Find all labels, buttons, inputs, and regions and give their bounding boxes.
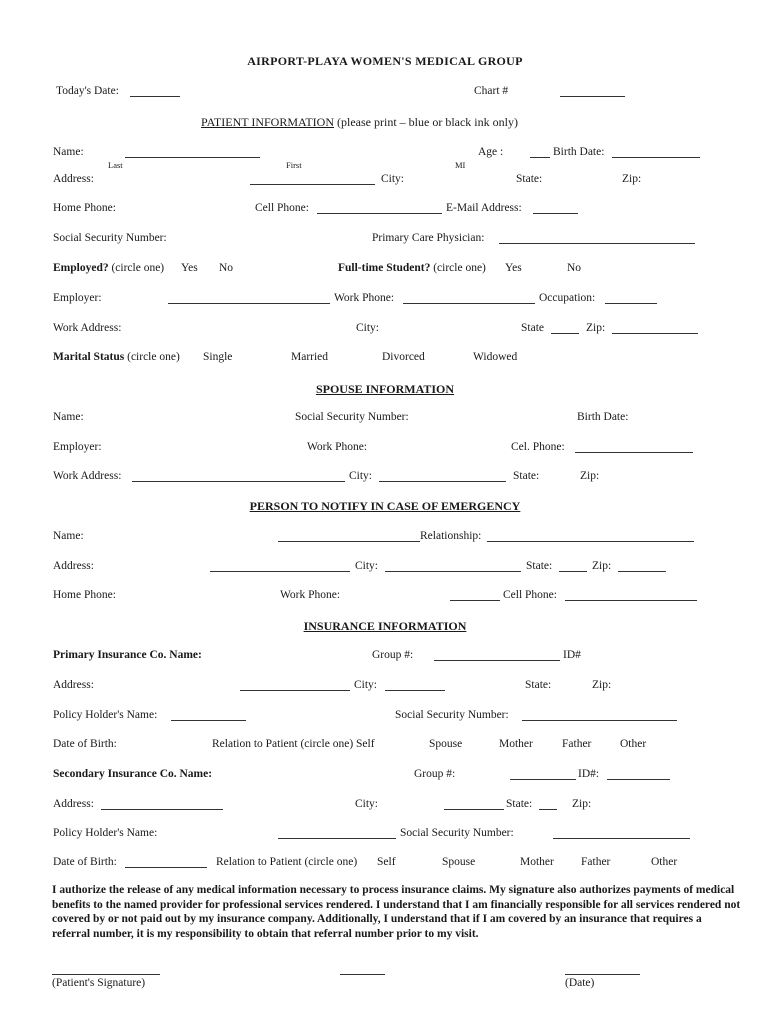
insurance-info-heading: INSURANCE INFORMATION: [303, 619, 467, 633]
student-question: Full-time Student? (circle one): [338, 262, 486, 274]
secondary-state-field[interactable]: [539, 809, 557, 810]
emergency-home-phone-label: Home Phone:: [53, 589, 116, 601]
patient-employer-field[interactable]: [168, 303, 330, 304]
spouse-ssn-label: Social Security Number:: [295, 411, 409, 423]
spouse-work-address-field[interactable]: [132, 481, 345, 482]
emergency-cell-phone-field[interactable]: [565, 600, 697, 601]
patient-state-label: State:: [516, 173, 543, 185]
secondary-city-label: City:: [355, 798, 379, 810]
primary-zip-label: Zip:: [592, 679, 612, 691]
first-name-hint: First: [286, 160, 302, 170]
secondary-city-field[interactable]: [444, 809, 504, 810]
employed-yes-option[interactable]: Yes: [181, 262, 198, 274]
patient-age-field[interactable]: [530, 157, 550, 158]
patient-work-state-field[interactable]: [551, 333, 579, 334]
authorization-statement: I authorize the release of any medical information necessary to process insurance claims. My signature also authorizes payments of medical benefits to the named provider for professional services rendered. I understand that I am financially responsible for all services rendered not covered by or not paid out by my insurance company. Additionally, I understand that if I am covered by an insurance that requires a referral number, it is my responsibility to obtain that referral number prior to my visit.: [52, 884, 741, 940]
primary-relation-father[interactable]: Father: [562, 738, 592, 750]
student-no-option[interactable]: No: [567, 262, 582, 274]
primary-insurance-name-label: Primary Insurance Co. Name:: [53, 649, 202, 661]
patient-email-label: E-Mail Address:: [446, 202, 522, 214]
secondary-relation-label: Relation to Patient (circle one): [216, 856, 358, 868]
patient-work-zip-field[interactable]: [612, 333, 698, 334]
last-name-hint: Last: [108, 160, 123, 170]
primary-address-label: Address:: [53, 679, 94, 691]
primary-group-label: Group #:: [372, 649, 414, 661]
patient-info-heading: PATIENT INFORMATION (please print – blue or black ink only): [201, 115, 518, 129]
patient-work-zip-label: Zip:: [586, 322, 606, 334]
secondary-zip-label: Zip:: [572, 798, 592, 810]
primary-relation-label: Relation to Patient (circle one) Self: [212, 738, 375, 750]
primary-state-label: State:: [525, 679, 552, 691]
patient-employer-label: Employer:: [53, 292, 102, 304]
patient-work-phone-label: Work Phone:: [334, 292, 395, 304]
primary-relation-spouse[interactable]: Spouse: [429, 738, 463, 750]
patient-birth-date-label: Birth Date:: [553, 146, 605, 158]
emergency-address-field[interactable]: [210, 571, 350, 572]
secondary-dob-label: Date of Birth:: [53, 856, 117, 868]
emergency-name-field[interactable]: [278, 541, 420, 542]
emergency-state-label: State:: [526, 560, 553, 572]
patient-age-label: Age :: [478, 146, 504, 158]
emergency-city-field[interactable]: [385, 571, 521, 572]
secondary-ssn-label: Social Security Number:: [400, 827, 514, 839]
signature-date-line[interactable]: [565, 974, 640, 975]
emergency-address-label: Address:: [53, 560, 94, 572]
primary-city-field[interactable]: [385, 690, 445, 691]
primary-ssn-field[interactable]: [522, 720, 677, 721]
patient-work-phone-field[interactable]: [403, 303, 535, 304]
secondary-address-field[interactable]: [101, 809, 223, 810]
chart-number-field[interactable]: [560, 96, 625, 97]
spouse-state-label: State:: [513, 470, 540, 482]
spouse-name-label: Name:: [53, 411, 84, 423]
patient-signature-label: (Patient's Signature): [52, 977, 146, 989]
secondary-policy-holder-label: Policy Holder's Name:: [53, 827, 158, 839]
primary-relation-mother[interactable]: Mother: [499, 738, 533, 750]
secondary-group-field[interactable]: [510, 779, 576, 780]
primary-address-field[interactable]: [240, 690, 350, 691]
patient-birth-date-field[interactable]: [612, 157, 700, 158]
emergency-relationship-label: Relationship:: [420, 530, 482, 542]
patient-work-city-label: City:: [356, 322, 380, 334]
patient-cell-phone-field[interactable]: [317, 213, 442, 214]
patient-occupation-label: Occupation:: [539, 292, 596, 304]
patient-address-field[interactable]: [250, 184, 375, 185]
secondary-relation-other[interactable]: Other: [651, 856, 678, 868]
emergency-zip-field[interactable]: [618, 571, 666, 572]
secondary-id-label: ID#:: [578, 768, 600, 780]
spouse-cel-phone-label: Cel. Phone:: [511, 441, 565, 453]
patient-city-label: City:: [381, 173, 405, 185]
employed-question: Employed? (circle one): [53, 262, 165, 274]
patient-cell-phone-label: Cell Phone:: [255, 202, 309, 214]
primary-city-label: City:: [354, 679, 378, 691]
primary-policy-holder-label: Policy Holder's Name:: [53, 709, 158, 721]
secondary-relation-spouse[interactable]: Spouse: [442, 856, 476, 868]
secondary-ssn-field[interactable]: [553, 838, 690, 839]
secondary-group-label: Group #:: [414, 768, 456, 780]
spouse-city-label: City:: [349, 470, 373, 482]
patient-work-state-label: State: [521, 322, 544, 334]
secondary-address-label: Address:: [53, 798, 94, 810]
secondary-relation-self[interactable]: Self: [377, 856, 396, 868]
secondary-relation-mother[interactable]: Mother: [520, 856, 554, 868]
marital-widowed-option[interactable]: Widowed: [473, 351, 518, 363]
spouse-info-heading: SPOUSE INFORMATION: [315, 382, 455, 396]
patient-name-field[interactable]: [125, 157, 260, 158]
primary-id-label: ID#: [563, 649, 581, 661]
form-title: AIRPORT-PLAYA WOMEN'S MEDICAL GROUP: [247, 54, 523, 68]
employed-no-option[interactable]: No: [219, 262, 234, 274]
todays-date-label: Today's Date:: [56, 85, 119, 97]
secondary-relation-father[interactable]: Father: [581, 856, 611, 868]
emergency-name-label: Name:: [53, 530, 84, 542]
patient-signature-line[interactable]: [52, 974, 160, 975]
primary-ssn-label: Social Security Number:: [395, 709, 509, 721]
signature-extension-line: [340, 974, 385, 975]
todays-date-field[interactable]: [130, 96, 180, 97]
spouse-cel-phone-field[interactable]: [575, 452, 693, 453]
primary-relation-other[interactable]: Other: [620, 738, 647, 750]
middle-initial-hint: MI: [455, 160, 466, 170]
secondary-insurance-name-label: Secondary Insurance Co. Name:: [53, 768, 213, 780]
spouse-work-address-label: Work Address:: [53, 470, 122, 482]
patient-occupation-field[interactable]: [605, 303, 657, 304]
marital-divorced-option[interactable]: Divorced: [382, 351, 425, 363]
spouse-employer-label: Employer:: [53, 441, 102, 453]
emergency-city-label: City:: [355, 560, 379, 572]
emergency-work-phone-label: Work Phone:: [280, 589, 341, 601]
emergency-cell-phone-label: Cell Phone:: [503, 589, 557, 601]
primary-policy-holder-field[interactable]: [171, 720, 246, 721]
patient-ssn-label: Social Security Number:: [53, 232, 167, 244]
emergency-zip-label: Zip:: [592, 560, 612, 572]
signature-date-label: (Date): [565, 977, 595, 989]
marital-married-option[interactable]: Married: [291, 351, 329, 363]
secondary-policy-holder-field[interactable]: [278, 838, 396, 839]
primary-dob-label: Date of Birth:: [53, 738, 117, 750]
chart-number-label: Chart #: [474, 85, 509, 97]
patient-address-label: Address:: [53, 173, 94, 185]
emergency-work-phone-field[interactable]: [450, 600, 500, 601]
marital-single-option[interactable]: Single: [203, 351, 233, 363]
secondary-dob-field[interactable]: [125, 867, 207, 868]
spouse-city-field[interactable]: [379, 481, 506, 482]
patient-zip-label: Zip:: [622, 173, 642, 185]
patient-pcp-field[interactable]: [499, 243, 695, 244]
emergency-state-field[interactable]: [559, 571, 587, 572]
patient-home-phone-label: Home Phone:: [53, 202, 116, 214]
patient-name-label: Name:: [53, 146, 84, 158]
spouse-birth-date-label: Birth Date:: [577, 411, 629, 423]
patient-work-address-label: Work Address:: [53, 322, 122, 334]
secondary-id-field[interactable]: [607, 779, 670, 780]
secondary-state-label: State:: [506, 798, 533, 810]
emergency-contact-heading: PERSON TO NOTIFY IN CASE OF EMERGENCY: [249, 499, 521, 513]
patient-pcp-label: Primary Care Physician:: [372, 232, 485, 244]
marital-status-question: Marital Status (circle one): [53, 351, 180, 363]
emergency-relationship-field[interactable]: [487, 541, 694, 542]
patient-email-field[interactable]: [533, 213, 578, 214]
student-yes-option[interactable]: Yes: [505, 262, 522, 274]
spouse-zip-label: Zip:: [580, 470, 600, 482]
spouse-work-phone-label: Work Phone:: [307, 441, 368, 453]
primary-group-field[interactable]: [434, 660, 560, 661]
